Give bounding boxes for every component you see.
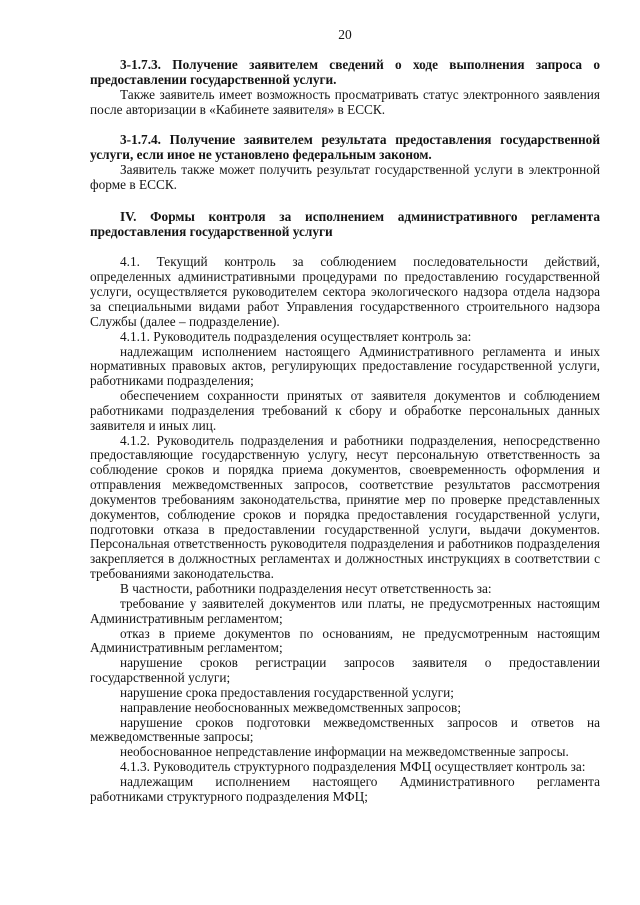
list-item: надлежащим исполнением настоящего Административного регламента работниками структурного подразделения МФЦ; bbox=[90, 773, 600, 804]
list-item: нарушение срока предоставления государственной услуги; bbox=[120, 684, 454, 700]
spacer bbox=[90, 239, 600, 255]
list-item: направление необоснованных межведомственных запросов; bbox=[120, 699, 462, 715]
list-item: нарушение сроков подготовки межведомственных запросов и ответов на межведомственные запросы; bbox=[90, 714, 600, 745]
list-item: надлежащим исполнением настоящего Административного регламента и иных нормативных правовых актов, регулирующих предоставление государственной услуги, работниками подразделения; bbox=[90, 343, 600, 389]
paragraph-4-1-3: 4.1.3. Руководитель структурного подразделения МФЦ осуществляет контроль за: bbox=[120, 759, 586, 775]
document-body bbox=[90, 58, 600, 805]
paragraph-4-1-1: 4.1.1. Руководитель подразделения осуществляет контроль за: bbox=[120, 328, 472, 344]
document-page bbox=[90, 0, 600, 905]
paragraph: В частности, работники подразделения несут ответственность за: bbox=[120, 581, 492, 596]
section-heading-3-1-7-3: 3-1.7.3. Получение заявителем сведений о ходе выполнения запроса о предоставлении государственной услуги. bbox=[90, 57, 600, 87]
spacer bbox=[90, 193, 600, 210]
paragraph: Также заявитель имеет возможность просматривать статус электронного заявления после авторизации в «Кабинете заявителя» в ЕССК. bbox=[90, 86, 600, 117]
list-item: обеспечением сохранности принятых от заявителя документов и соблюдением работниками подразделения требований к сбору и обработке персональных данных заявителя и иных лиц. bbox=[90, 388, 600, 433]
list-item: отказ в приеме документов по основаниям, не предусмотренным настоящим Административным регламентом; bbox=[90, 625, 600, 656]
paragraph-4-1-2: 4.1.2. Руководитель подразделения и работники подразделения, непосредственно предоставляющие государственную услугу, несут персональную ответственность за соблюдение сроков и порядка приема документов, своевременность оформления и отправления межведомственных запросов, соответствие результатов рассмотрения документов требованиям законодательства, принятие мер по проверке представленных документов, соблюдение сроков и порядка предоставления государственной услуги, подготовки отказа в предоставлении государственной услуги, выдачи документов. Персональная ответственность руководителя подразделения и работников подразделения закрепляется в должностных регламентах и должностных инструкциях в соответствии с требованиями законодательства. bbox=[90, 432, 600, 582]
page-number: 20 bbox=[338, 27, 352, 42]
chapter-heading-iv: IV. Формы контроля за исполнением административного регламента предоставления государственной услуги bbox=[90, 208, 600, 239]
list-item: необоснованное непредставление информации на межведомственные запросы. bbox=[120, 744, 569, 760]
paragraph: Заявитель также может получить результат государственной услуги в электронной форме в ЕССК. bbox=[90, 162, 600, 192]
spacer bbox=[90, 117, 600, 133]
section-heading-3-1-7-4: 3-1.7.4. Получение заявителем результата предоставления государственной услуги, если иное не установлено федеральным законом. bbox=[90, 132, 600, 163]
list-item: требование у заявителей документов или платы, не предусмотренных настоящим Административным регламентом; bbox=[90, 595, 600, 626]
list-item: нарушение сроков регистрации запросов заявителя о предоставлении государственной услуги; bbox=[90, 655, 600, 686]
paragraph-4-1: 4.1. Текущий контроль за соблюдением последовательности действий, определенных административными процедурами по предоставлению государственной услуги, осуществляется руководителем сектора экологического надзора отдела надзора за специальными видами работ Управления государственного строительного надзора Службы (далее – подразделение). bbox=[90, 254, 600, 329]
